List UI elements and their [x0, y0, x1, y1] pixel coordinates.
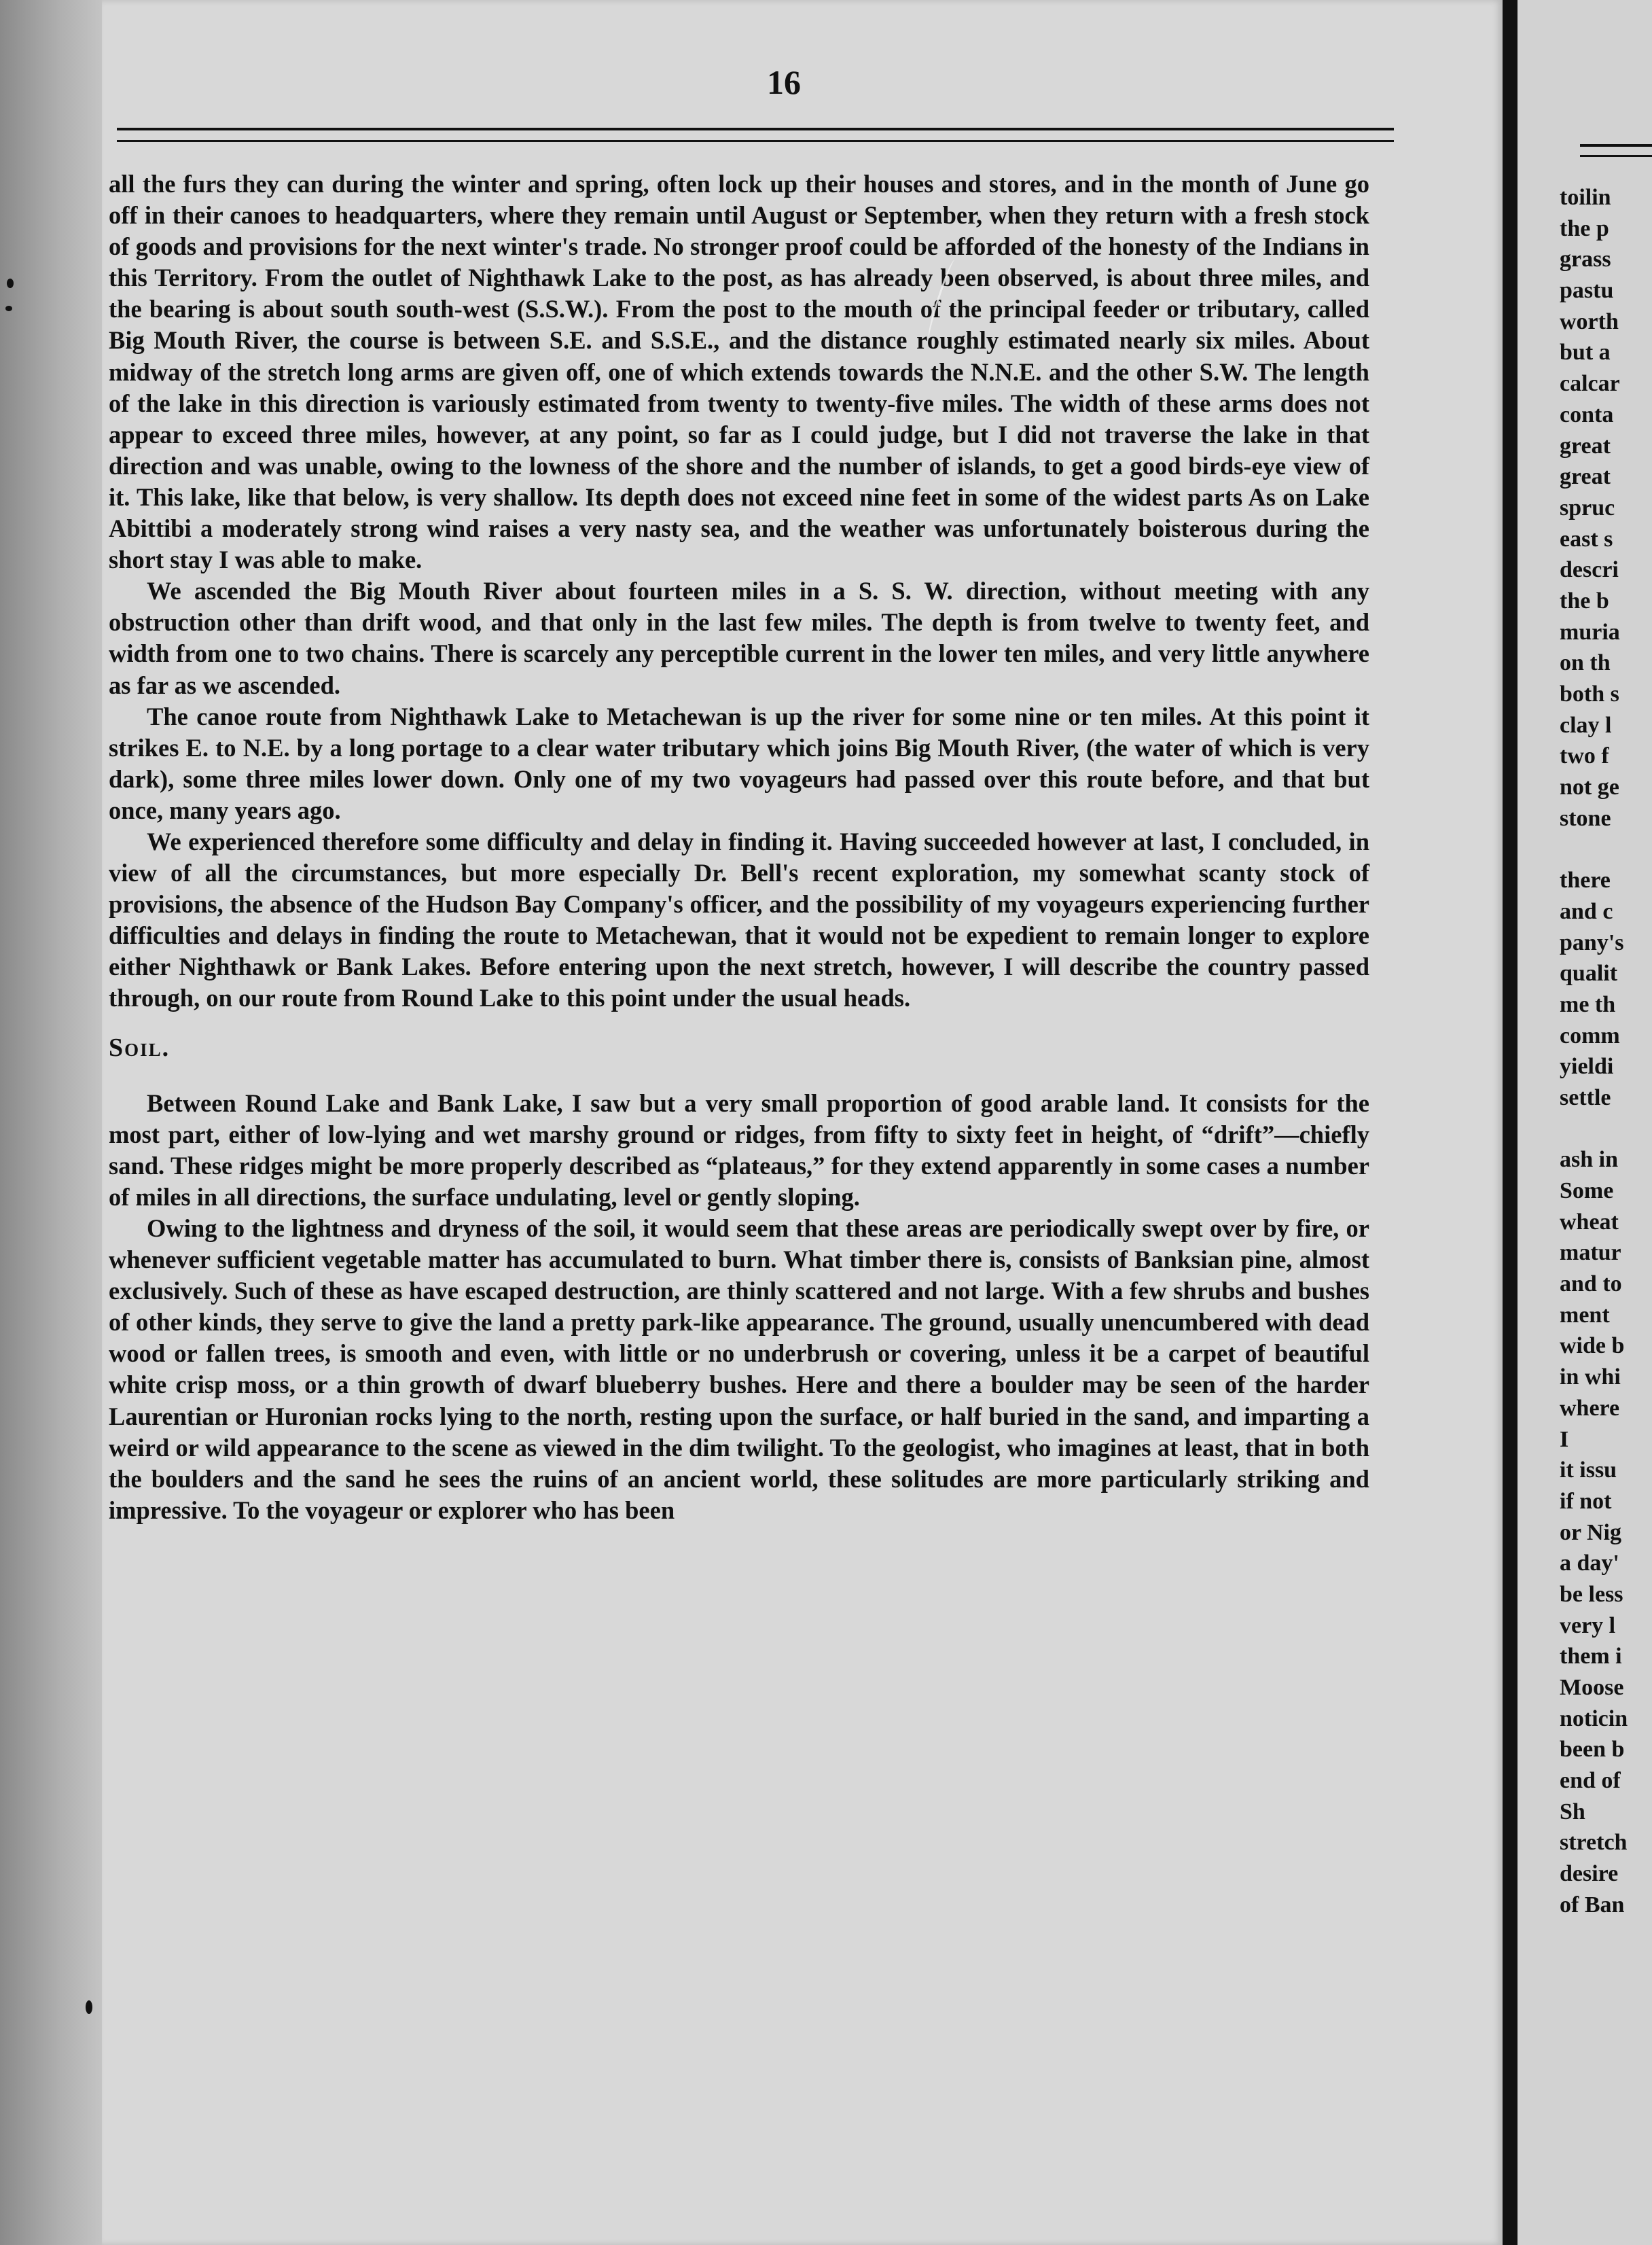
adjacent-line: two f	[1560, 743, 1609, 769]
adjacent-line: descri	[1560, 557, 1619, 583]
adjacent-line: of Ban	[1560, 1892, 1625, 1917]
adjacent-line: wide b	[1560, 1333, 1625, 1359]
paragraph: We experienced therefore some difficulty and delay in finding it. Having succeeded however at last, I concluded, in view of all the circumstances, but more especially Dr. Bell's recent exploration, my somewhat scanty stock of provisions, the absence of the Hudson Bay Company's officer, and the possibility of my voyageurs experiencing further difficulties and delays in finding the route to Metachewan, that it would not be expedient to remain longer to explore either Nighthawk or Bank Lakes. Before entering upon the next stretch, however, I will describe the country passed through, on our route from Round Lake to this point under the usual heads.	[109, 827, 1369, 1012]
section-heading: Soil.	[109, 1033, 170, 1062]
adjacent-line: in whi	[1560, 1364, 1621, 1390]
paragraph: Between Round Lake and Bank Lake, I saw but a very small proportion of good arable land. It consists for the most part, either of low-lying and wet marshy ground or ridges, from fifty to sixty feet in height, of “drift”—chiefly sand. These ridges might be more properly described as “plateaus,” for they extend apparently in some cases a number of miles in all directions, the surface undulating, level or gently sloping.	[109, 1089, 1369, 1211]
adjacent-line: worth	[1560, 308, 1619, 334]
adjacent-line: be less	[1560, 1581, 1623, 1607]
adjacent-line	[1560, 1114, 1652, 1145]
scan-left-margin	[0, 0, 102, 2245]
adjacent-line: spruc	[1560, 495, 1615, 520]
adjacent-line: desire	[1560, 1861, 1619, 1887]
adjacent-line: ash in	[1560, 1147, 1618, 1173]
adjacent-header-rule	[1580, 144, 1652, 157]
adjacent-line: yieldi	[1560, 1054, 1614, 1080]
adjacent-page-text	[1560, 182, 1652, 1921]
adjacent-line: stretch	[1560, 1830, 1628, 1856]
adjacent-line: where	[1560, 1395, 1620, 1421]
adjacent-line: matur	[1560, 1240, 1621, 1266]
adjacent-line: and c	[1560, 898, 1613, 924]
adjacent-line: noticin	[1560, 1705, 1628, 1731]
adjacent-line: them i	[1560, 1644, 1622, 1669]
paragraph: The canoe route from Nighthawk Lake to Metachewan is up the river for some nine or ten miles. At this point it strikes E. to N.E. by a long portage to a clear water tributary which joins Big Mouth River, (the water of which is very dark), some three miles lower down. Only one of my two voyageurs had passed over this route before, and that but once, many years ago.	[109, 702, 1369, 824]
adjacent-line: great	[1560, 433, 1611, 459]
adjacent-line: if not	[1560, 1488, 1612, 1514]
header-rule	[117, 128, 1394, 142]
adjacent-line: wheat	[1560, 1209, 1619, 1235]
adjacent-line: a day'	[1560, 1551, 1619, 1576]
adjacent-page-fragment	[1518, 0, 1652, 2245]
adjacent-line: great	[1560, 464, 1611, 490]
scan-speck	[7, 279, 14, 288]
adjacent-line: me th	[1560, 991, 1616, 1017]
adjacent-line: Some	[1560, 1178, 1614, 1203]
page-body	[109, 169, 1369, 1526]
adjacent-line: east s	[1560, 526, 1613, 552]
page-number: 16	[767, 63, 801, 101]
adjacent-line: stone	[1560, 805, 1611, 831]
adjacent-line: conta	[1560, 402, 1614, 427]
paragraph: Owing to the lightness and dryness of the soil, it would seem that these areas are periodically swept over by fire, or whenever sufficient vegetable matter has accumulated to burn. What timber there is, consists of Banksian pine, almost exclusively. Such of these as have escaped destruction, are thinly scattered and not large. With a few shrubs and bushes of other kinds, they serve to give the land a pretty park-like appearance. The ground, usually unencumbered with dead wood or fallen trees, is smooth and even, with little or no underbrush or covering, unless it be a carpet of beautiful white crisp moss, or a thin growth of dwarf blueberry bushes. Here and there a boulder may be seen of the harder Laurentian or Huronian rocks lying to the north, resting upon the surface, or half buried in the sand, and imparting a weird or wild appearance to the scene as viewed in the dim twilight. To the geologist, who imagines at least, that in both the boulders and the sand he sees the ruins of an ancient world, these solitudes are more particularly striking and impressive. To the voyageur or explorer who has been	[109, 1214, 1369, 1524]
adjacent-line	[1560, 834, 1652, 865]
adjacent-line: comm	[1560, 1023, 1620, 1048]
adjacent-line: settle	[1560, 1084, 1611, 1110]
adjacent-line: Sh	[1560, 1799, 1585, 1824]
paragraph: We ascended the Big Mouth River about fourteen miles in a S. S. W. direction, without meeting with any obstruction other than drift wood, and that only in the last few miles. The depth is from twelve to twenty feet, and width from one to two chains. There is scarcely any perceptible current in the lower ten miles, and very little anywhere as far as we ascended.	[109, 577, 1369, 699]
paragraph: all the furs they can during the winter and spring, often lock up their houses and stores, and in the month of June go off in their canoes to headquarters, where they remain until August or September, when they return with a fresh stock of goods and provisions for the next winter's trade. No stronger proof could be afforded of the honesty of the Indians in this Territory. From the outlet of Nighthawk Lake to the post, as has already been observed, is about three miles, and the bearing is about south south-west (S.S.W.). From the post to the mouth of the principal feeder or tributary, called Big Mouth River, the course is between S.E. and S.S.E., and the distance roughly estimated nearly six miles. About midway of the stretch long arms are given off, one of which extends towards the N.N.E. and the other S.W. The length of the lake in this direction is variously estimated from twenty to twenty-five miles. The width of these arms does not appear to exceed three miles, however, at any point, so far as I could judge, but I did not traverse the lake in that direction and was unable, owing to the lowness of the shore and the number of islands, to get a good birds-eye view of it. This lake, like that below, is very shallow. Its depth does not exceed nine feet in some of the widest parts As on Lake Abittibi a moderately strong wind raises a very nasty sea, and the weather was unfortunately boisterous during the short stay I was able to make.	[109, 170, 1369, 574]
adjacent-line: and to	[1560, 1271, 1622, 1297]
adjacent-line: clay l	[1560, 712, 1612, 738]
adjacent-line: pany's	[1560, 930, 1624, 955]
adjacent-line: pastu	[1560, 278, 1614, 304]
adjacent-line: Moose	[1560, 1675, 1624, 1700]
adjacent-line: I	[1560, 1426, 1569, 1452]
adjacent-line: on th	[1560, 650, 1611, 676]
adjacent-line: ment	[1560, 1302, 1610, 1328]
adjacent-line: there	[1560, 868, 1611, 894]
scan-speck	[86, 2000, 92, 2014]
book-gutter	[1503, 0, 1518, 2245]
adjacent-line: or Nig	[1560, 1519, 1621, 1545]
adjacent-line: it issu	[1560, 1457, 1617, 1483]
adjacent-line: the b	[1560, 588, 1609, 614]
adjacent-line: not ge	[1560, 775, 1619, 800]
adjacent-line: calcar	[1560, 371, 1620, 397]
adjacent-line: the p	[1560, 215, 1609, 241]
adjacent-line: end of	[1560, 1768, 1621, 1794]
adjacent-line: qualit	[1560, 961, 1618, 987]
adjacent-line: but a	[1560, 340, 1611, 366]
adjacent-line: both s	[1560, 682, 1619, 707]
adjacent-line: very l	[1560, 1612, 1616, 1638]
adjacent-line: been b	[1560, 1737, 1625, 1763]
adjacent-line: muria	[1560, 619, 1620, 645]
adjacent-line: grass	[1560, 247, 1611, 272]
scan-speck	[5, 306, 12, 311]
adjacent-line: toilin	[1560, 185, 1611, 210]
